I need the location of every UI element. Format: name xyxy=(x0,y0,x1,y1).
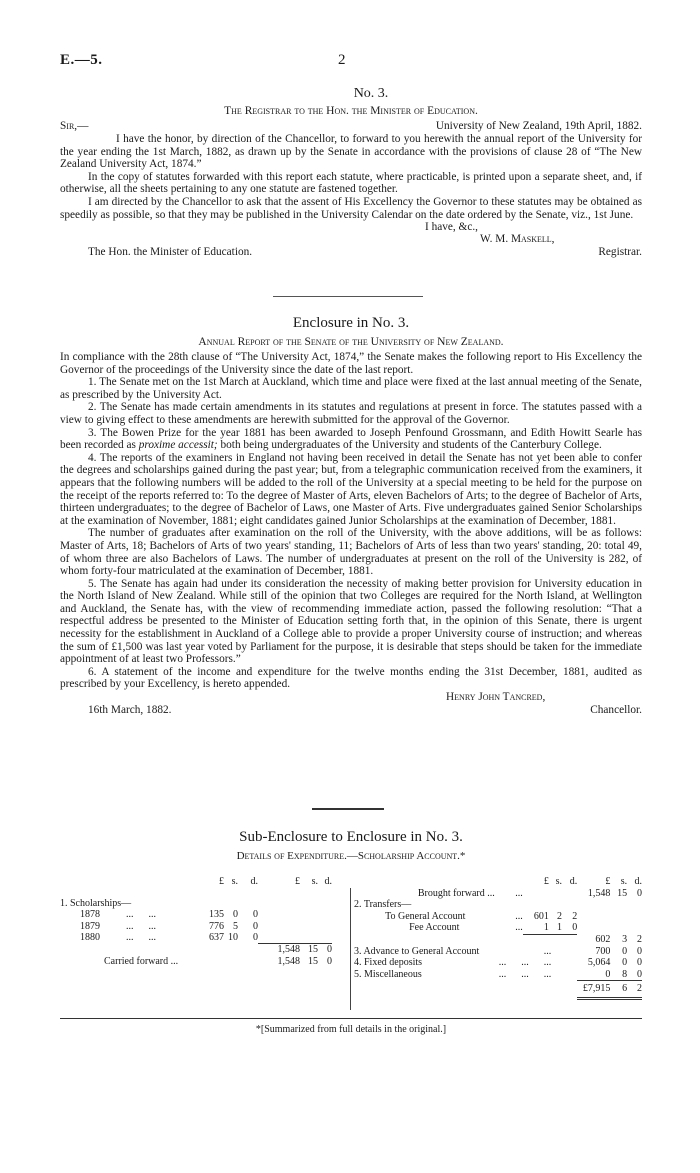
item-shillings: 8 xyxy=(622,968,628,980)
subtotal-row xyxy=(60,944,350,956)
pence-header: d. xyxy=(250,876,258,887)
enclosure-paragraph-4b: The number of graduates after examination on the roll of the University, with the above additions, will be as follows: Master of Arts, 18; Bachelors of Arts of two years' standing, 11; Bachelors of Arts of less than two years' standing, 20: total 49, of whom three are also Bachelors of Laws. The number of undergraduates at present on the roll of the University is 282, of whom forty-four matriculated at the examination of December, 1881. xyxy=(60,527,642,578)
leader-dots: ... xyxy=(543,945,552,957)
transfer-label: Fee Account xyxy=(409,922,460,933)
table-row xyxy=(354,969,642,981)
amount-pounds: 135 xyxy=(209,909,224,920)
scholarship-year: 1880 xyxy=(80,932,100,943)
grand-total-pence: 2 xyxy=(627,981,642,999)
amount-pence: 0 xyxy=(253,932,258,943)
amount-shillings: 0 xyxy=(233,909,238,920)
enclosure-signature-block xyxy=(60,691,642,717)
report-reference: E.—5. xyxy=(60,52,103,68)
carried-pence: 0 xyxy=(327,955,332,967)
pence-header: d. xyxy=(324,876,332,887)
item-shillings: 0 xyxy=(622,945,628,957)
pounds-header: £ xyxy=(219,876,224,887)
pence-header: d. xyxy=(634,876,642,887)
pounds-header: £ xyxy=(605,876,611,887)
brought-shillings: 15 xyxy=(617,887,628,899)
brought-forward-label: Brought forward ... xyxy=(417,887,495,899)
shillings-header: s. xyxy=(311,876,318,887)
grand-total-row xyxy=(354,981,642,999)
carried-forward-label: Carried forward ... xyxy=(104,955,179,967)
enclosure-subtitle: Annual Report of the Senate of the University of New Zealand. xyxy=(198,336,504,348)
letter-opening xyxy=(60,120,642,133)
enclosure-signatory: Henry John Tancred, xyxy=(446,691,546,704)
item-pounds: 0 xyxy=(605,968,611,980)
expenditure-right-table xyxy=(354,876,642,1000)
amount-shillings: 10 xyxy=(228,932,238,943)
amount-pounds: 776 xyxy=(209,920,224,932)
letter-closing-block xyxy=(60,221,642,259)
enclosure-paragraph-1: 1. The Senate met on the 1st March at Auckland, which time and place were fixed at the last annual meeting of the Senate, as prescribed by the University Act. xyxy=(60,376,642,401)
transfer-label: To General Account xyxy=(385,910,466,922)
item-pence: 0 xyxy=(637,968,642,980)
item-pence: 0 xyxy=(637,945,642,957)
letter-heading: The Registrar to the Hon. the Minister of Education. xyxy=(224,105,478,117)
leader-dots: ... xyxy=(515,910,523,922)
subtotal-pence: 0 xyxy=(318,944,332,956)
enclosure-paragraph-3 xyxy=(60,427,642,452)
shillings-header: s. xyxy=(555,876,562,887)
proxime-accessit: proxime accessit; xyxy=(138,439,218,452)
letter-section xyxy=(60,86,642,259)
grand-total-pounds: £7,915 xyxy=(577,981,610,999)
item-label: 3. Advance to General Account xyxy=(354,945,480,957)
grand-total-shillings: 6 xyxy=(610,981,627,999)
amount-pence: 0 xyxy=(253,909,258,920)
section-divider-1 xyxy=(273,296,423,297)
amount-pounds: 637 xyxy=(209,932,224,943)
sub-enclosure-subtitle: Details of Expenditure.—Scholarship Account.* xyxy=(236,850,466,862)
enclosure-intro: In compliance with the 28th clause of “The University Act, 1874,” the Senate makes the following report to His Excellency the Governor of the proceedings of the University since the date of the last report. xyxy=(60,351,642,376)
leader-dots: ... ... xyxy=(126,909,156,920)
amount-shillings: 1 xyxy=(556,922,562,933)
paragraph-3-start: 3. The Bowen Prize for the year 1881 has been awarded to Joseph Penfound Grossmann, and Edith Howitt Searle has been recorded as xyxy=(60,426,642,452)
table-row xyxy=(354,946,642,958)
leader-dots: ... ... ... xyxy=(498,968,552,980)
transfers-heading-row xyxy=(354,899,642,911)
amount-pence: 2 xyxy=(572,910,578,922)
transfers-total-row xyxy=(354,934,642,946)
enclosure-paragraph-4: 4. The reports of the examiners in England not having been received in detail the Senate has not yet been able to confer the degrees and scholarships gained during the past year; but, from a telegraphic communication received from the examiners, it appears that the following numbers will be added to the roll of the University at a special meeting to be held for the purpose on the receipt of the reports referred to: To the degree of Master of Arts, eleven Bachelors of Arts; to the degree of Bachelor of Arts, thirteen undergraduates; to the degree of Bachelor of Laws, one Master of Arts. Five undergraduates gained Senior Scholarships at the examination of November, 1881; eight candidates gained Junior Scholarships at the examination of December, 1881. xyxy=(60,451,642,527)
transfers-total-pounds: 602 xyxy=(595,934,611,945)
shillings-header: s. xyxy=(620,876,628,887)
transfers-heading: 2. Transfers— xyxy=(354,899,412,910)
transfers-total-pence: 2 xyxy=(637,934,642,945)
leader-dots: ... xyxy=(515,922,523,933)
item-pounds: 5,064 xyxy=(587,957,611,968)
item-pounds: 700 xyxy=(595,945,611,957)
brought-pounds: 1,548 xyxy=(587,887,611,899)
sub-enclosure-title: Sub-Enclosure to Enclosure in No. 3. xyxy=(239,829,463,845)
item-shillings: 0 xyxy=(622,957,628,968)
pounds-header: £ xyxy=(543,876,549,887)
table-row xyxy=(60,932,350,944)
letter-date: University of New Zealand, 19th April, 1882. xyxy=(435,120,642,132)
transfers-total-shillings: 3 xyxy=(622,934,628,945)
letter-number: No. 3. xyxy=(353,86,389,101)
enclosure-paragraph-6: 6. A statement of the income and expenditure for the twelve months ending the 31st December, 1881, audited as prescribed by your Excellency, is hereto appended. xyxy=(60,665,642,691)
subtotal-pounds: 1,548 xyxy=(258,944,300,956)
scholarship-year: 1879 xyxy=(80,920,100,932)
enclosure-section xyxy=(60,314,642,717)
enclosure-date: 16th March, 1882. xyxy=(88,704,172,717)
salutation: Sir,— xyxy=(60,120,89,132)
amount-pounds: 1 xyxy=(543,922,549,933)
table-row xyxy=(354,922,642,934)
scholarship-year: 1878 xyxy=(80,909,100,920)
carried-forward-row xyxy=(60,956,350,968)
pence-header: d. xyxy=(569,876,578,887)
letter-paragraph-2: In the copy of statutes forwarded with this report each statute, where practicable, is printed upon a separate sheet, and, if otherwise, all the sheets pertaining to any one statute are fastened together. xyxy=(60,170,642,196)
enclosure-title: Enclosure in No. 3. xyxy=(292,315,410,331)
account-bottom-rule xyxy=(60,1018,642,1019)
enclosure-signatory-title: Chancellor. xyxy=(590,704,642,717)
letter-paragraph-1: I have the honor, by direction of the Chancellor, to forward to you herewith the annual report of the University for the year ending the 1st March, 1882, as drawn up by the Senate in accordance with the provisions of clause 28 of “The New Zealand University Act, 1874.” xyxy=(60,133,642,171)
table-row xyxy=(60,909,350,921)
carried-shillings: 15 xyxy=(308,955,318,967)
item-label xyxy=(354,957,499,969)
currency-header-row xyxy=(354,876,642,888)
letter-paragraph-3: I am directed by the Chancellor to ask that the assent of His Excellency the Governor to these statutes may be obtained as speedily as possible, so that they may be published in the University Calendar on the date ordered by the Senate, viz., 1st June. xyxy=(60,195,642,221)
leader-dots: ... ... ... xyxy=(498,957,552,968)
leader-dots: ... xyxy=(515,887,523,899)
leader-dots: ... ... xyxy=(126,932,156,943)
table-row xyxy=(354,957,642,969)
section-divider-2 xyxy=(312,808,384,810)
amount-shillings: 2 xyxy=(556,910,562,922)
letter-addressee: The Hon. the Minister of Education. xyxy=(88,246,253,259)
amount-pence: 0 xyxy=(572,922,578,933)
letter-closing: I have, &c., xyxy=(425,221,479,234)
amount-shillings: 5 xyxy=(233,920,238,932)
amount-pence: 0 xyxy=(253,920,258,932)
scholarships-heading: 1. Scholarships— xyxy=(60,897,132,909)
table-row xyxy=(354,911,642,923)
pounds-header: £ xyxy=(295,876,300,887)
paragraph-3-end: both being undergraduates of the University and students of the Canterbury College. xyxy=(217,439,602,452)
subtotal-shillings: 15 xyxy=(300,944,318,956)
footnote: *[Summarized from full details in the original.] xyxy=(255,1024,447,1035)
shillings-header: s. xyxy=(231,876,238,887)
sub-enclosure-section xyxy=(60,828,642,863)
enclosure-paragraph-5: 5. The Senate has again had under its consideration the necessity of making better provision for University education in the North Island of New Zealand. While still of the opinion that two Colleges are required for the North Island, at Wellington and Auckland, the Senate has, with the view of recommending immediate action, passed the following resolution: “That a respectful address be presented to the Minister of Education setting forth that, in the opinion of this Senate, there is urgent necessity for the establishment in Auckland of a College able to provide a proper University course of instruction; and whereas the sum of £1,500 was last year voted by Parliament for the purpose, it is desirable that steps should be taken for the immediate appointment of at least two Professors.” xyxy=(60,577,642,666)
page-number: 2 xyxy=(338,52,346,68)
brought-pence: 0 xyxy=(637,887,642,899)
column-divider xyxy=(350,888,351,1010)
item-pence: 0 xyxy=(637,957,642,968)
scholarships-heading-row xyxy=(60,898,350,910)
leader-dots: ... ... xyxy=(126,920,156,932)
enclosure-paragraph-2: 2. The Senate has made certain amendments in its statutes and regulations at present in force. The statutes passed with a view to giving effect to these amendments are herewith submitted for the approval of the Governor. xyxy=(60,401,642,426)
item-label-text: 4. Fixed deposits xyxy=(354,957,423,968)
amount-pounds: 601 xyxy=(533,910,549,922)
letter-signatory: W. M. Maskell, xyxy=(480,233,555,246)
currency-header-row xyxy=(60,876,350,888)
item-label: 5. Miscellaneous xyxy=(354,968,422,980)
expenditure-left-table xyxy=(60,876,350,967)
table-row xyxy=(60,921,350,933)
brought-forward-row xyxy=(354,888,642,900)
letter-signatory-title: Registrar. xyxy=(598,246,642,259)
carried-pounds: 1,548 xyxy=(277,955,300,967)
